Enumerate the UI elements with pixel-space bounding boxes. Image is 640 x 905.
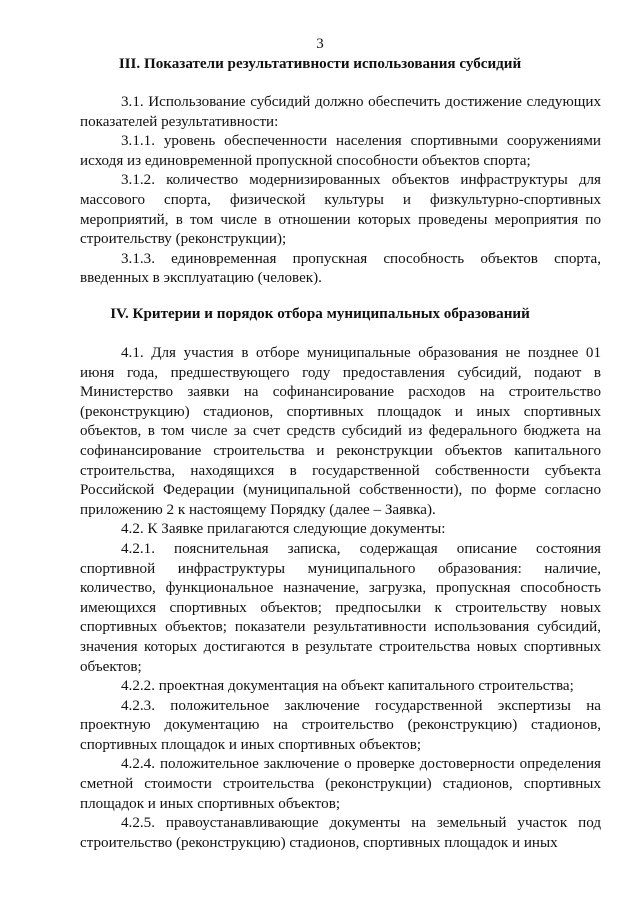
paragraph-3-1-1: 3.1.1. уровень обеспеченности населения спортивными сооружениями исходя из единовременной пропускной способности объектов спорта; <box>80 133 601 169</box>
paragraph-4-2-1: 4.2.1. пояснительная записка, содержащая описание состояния спортивной инфраструктуры муниципального образования: наличие, количество, функциональное назначение, загрузка, пропускная способность имеющихся спортивных объектов; предпосылки к строительству новых спортивных объектов; показатели результативности использования субсидий, значения которых достигаются в результате строительства новых спортивных объектов; <box>80 540 601 675</box>
paragraph-4-2-3: 4.2.3. положительное заключение государственной экспертизы на проектную документацию на строительство (реконструкцию) стадионов, спортивных площадок и иных спортивных объектов; <box>80 697 601 753</box>
section-4-body <box>80 344 601 853</box>
section-3-heading: III. Показатели результативности использования субсидий <box>118 56 522 72</box>
page-number: 3 <box>316 36 324 52</box>
section-3-body <box>80 93 601 289</box>
paragraph-4-2-2: 4.2.2. проектная документация на объект капитального строительства; <box>121 678 574 695</box>
paragraph-4-2-4: 4.2.4. положительное заключение о проверке достоверности определения сметной стоимости строительства (реконструкции) стадионов, спортивных площадок и иных спортивных объектов; <box>80 756 601 812</box>
paragraph-3-1-3: 3.1.3. единовременная пропускная способность объектов спорта, введенных в эксплуатацию (человек). <box>80 250 601 287</box>
paragraph-4-1: 4.1. Для участия в отборе муниципальные образования не позднее 01 июня года, предшествующего году предоставления субсидий, подают в Министерство заявки на софинансирование расходов на строительство (реконструкцию) стадионов, спортивных площадок и иных спортивных объектов, в том числе за счет средств субсидий из федерального бюджета на софинансирование строительства и реконструкции объектов капитального строительства, находящихся в государственной собственности субъекта Российской Федерации (муниципальной собственности), по форме согласно приложению 2 к настоящему Порядку (далее – Заявка). <box>80 345 601 518</box>
paragraph-3-1: 3.1. Использование субсидий должно обеспечить достижение следующих показателей результативности: <box>80 94 601 130</box>
section-4-heading: IV. Критерии и порядок отбора муниципальных образований <box>110 306 530 322</box>
paragraph-3-1-2: 3.1.2. количество модернизированных объектов инфраструктуры для массового спорта, физической культуры и физкультурно-спортивных мероприятий, в том числе в отношении которых проведены мероприятия по строительству (реконструкции); <box>80 172 601 248</box>
paragraph-4-2-5: 4.2.5. правоустанавливающие документы на земельный участок под строительство (реконструкцию) стадионов, спортивных площадок и иных <box>80 815 601 851</box>
paragraph-4-2: 4.2. К Заявке прилагаются следующие документы: <box>121 521 446 538</box>
